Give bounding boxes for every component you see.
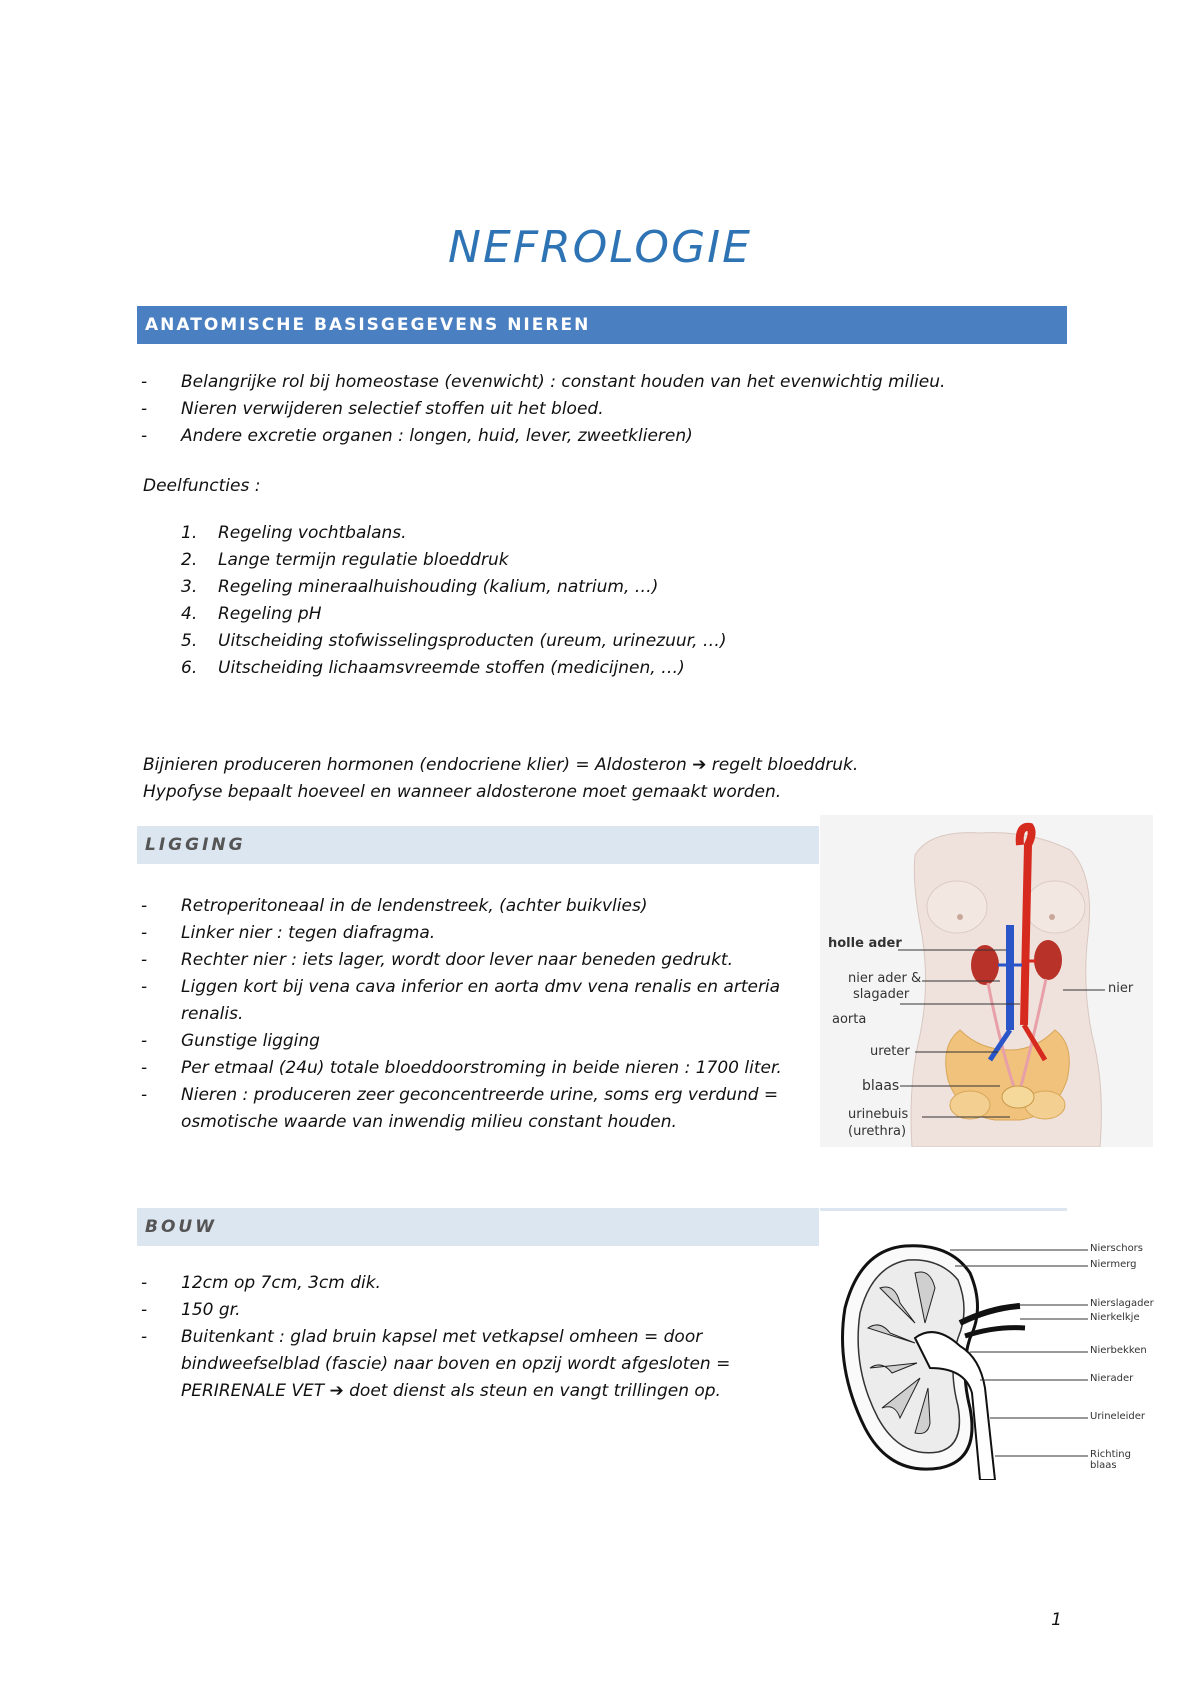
- hypophysis-paragraph: Hypofyse bepaalt hoeveel en wanneer aldosterone moet gemaakt worden.: [143, 782, 782, 802]
- list-item: - Buitenkant : glad bruin kapsel met vetkapsel omheen = door bindweefselblad (fascie) naar boven en opzij wordt afgesloten = PERIRENALE VET ➔ doet dienst als steun en vangt trillingen op.: [141, 1327, 731, 1401]
- list-item: - Retroperitoneaal in de lendenstreek, (achter buikvlies): [141, 896, 648, 916]
- kidney-structure-figure: [820, 1228, 1153, 1480]
- label-nier: nier: [1108, 981, 1134, 996]
- section-heading-anatomy: ANATOMISCHE BASISGEGEVENS NIEREN: [137, 306, 1067, 344]
- list-item: - Andere excretie organen : longen, huid, lever, zweetklieren): [141, 426, 693, 446]
- label-urinebuis: urinebuis: [848, 1107, 909, 1122]
- list-item: - 12cm op 7cm, 3cm dik.: [141, 1273, 381, 1293]
- label-nierslagader: Nierslagader: [1090, 1298, 1154, 1309]
- label-nierader: Nierader: [1090, 1373, 1134, 1384]
- list-item: - Belangrijke rol bij homeostase (evenwicht) : constant houden van het evenwichtig milieu.: [141, 372, 946, 392]
- list-item: - Nieren : produceren zeer geconcentreerde urine, soms erg verdund = osmotische waarde van inwendig milieu constant houden.: [141, 1085, 779, 1132]
- list-item: 2. Lange termijn regulatie bloeddruk: [181, 550, 509, 570]
- label-aorta: aorta: [832, 1012, 867, 1027]
- aldosterone-paragraph: Bijnieren produceren hormonen (endocriene klier) = Aldosteron ➔ regelt bloeddruk.: [143, 755, 859, 775]
- list-item: 5. Uitscheiding stofwisselingsproducten (ureum, urinezuur, …): [181, 631, 727, 651]
- bouw-bullet-list: [137, 1270, 757, 1405]
- list-item: - Linker nier : tegen diafragma.: [141, 923, 436, 943]
- section-heading-ligging: LIGGING: [137, 826, 819, 864]
- anatomy-bullet-list: [137, 369, 1037, 450]
- list-item: 4. Regeling pH: [181, 604, 322, 624]
- list-item: 3. Regeling mineraalhuishouding (kalium, natrium, …): [181, 577, 659, 597]
- label-richting-blaas: Richting blaas: [1090, 1449, 1131, 1471]
- section-heading-bouw: BOUW: [137, 1208, 819, 1246]
- list-item: - Rechter nier : iets lager, wordt door lever naar beneden gedrukt.: [141, 950, 733, 970]
- list-item: - Nieren verwijderen selectief stoffen uit het bloed.: [141, 399, 604, 419]
- page-number: 1: [1051, 1610, 1062, 1630]
- list-item: - Liggen kort bij vena cava inferior en aorta dmv vena renalis en arteria renalis.: [141, 977, 781, 1024]
- label-nier-ader-2: slagader: [853, 987, 910, 1002]
- label-nierkelkje: Nierkelkje: [1090, 1312, 1140, 1323]
- label-nierbekken: Nierbekken: [1090, 1345, 1147, 1356]
- list-item: - 150 gr.: [141, 1300, 241, 1320]
- list-item: - Per etmaal (24u) totale bloeddoorstroming in beide nieren : 1700 liter.: [141, 1058, 782, 1078]
- section-divider-line: [820, 1208, 1067, 1211]
- kidney-location-figure: [820, 815, 1153, 1147]
- subfunctions-label: Deelfuncties :: [143, 476, 261, 496]
- list-item: 1. Regeling vochtbalans.: [181, 523, 407, 543]
- label-blaas: blaas: [862, 1078, 900, 1094]
- label-niermerg: Niermerg: [1090, 1259, 1137, 1270]
- label-nierschors: Nierschors: [1090, 1243, 1144, 1254]
- list-item: 6. Uitscheiding lichaamsvreemde stoffen (medicijnen, …): [181, 658, 685, 678]
- subfunctions-list: [181, 520, 981, 682]
- list-item: - Gunstige ligging: [141, 1031, 320, 1051]
- document-title: NEFROLOGIE: [448, 222, 752, 273]
- label-holle-ader: holle ader: [828, 936, 902, 951]
- label-urineleider: Urineleider: [1090, 1411, 1146, 1422]
- ligging-bullet-list: [137, 893, 797, 1136]
- label-ureter: ureter: [870, 1044, 910, 1059]
- label-nier-ader-1: nier ader &: [848, 971, 922, 986]
- label-urethra: (urethra): [848, 1124, 907, 1139]
